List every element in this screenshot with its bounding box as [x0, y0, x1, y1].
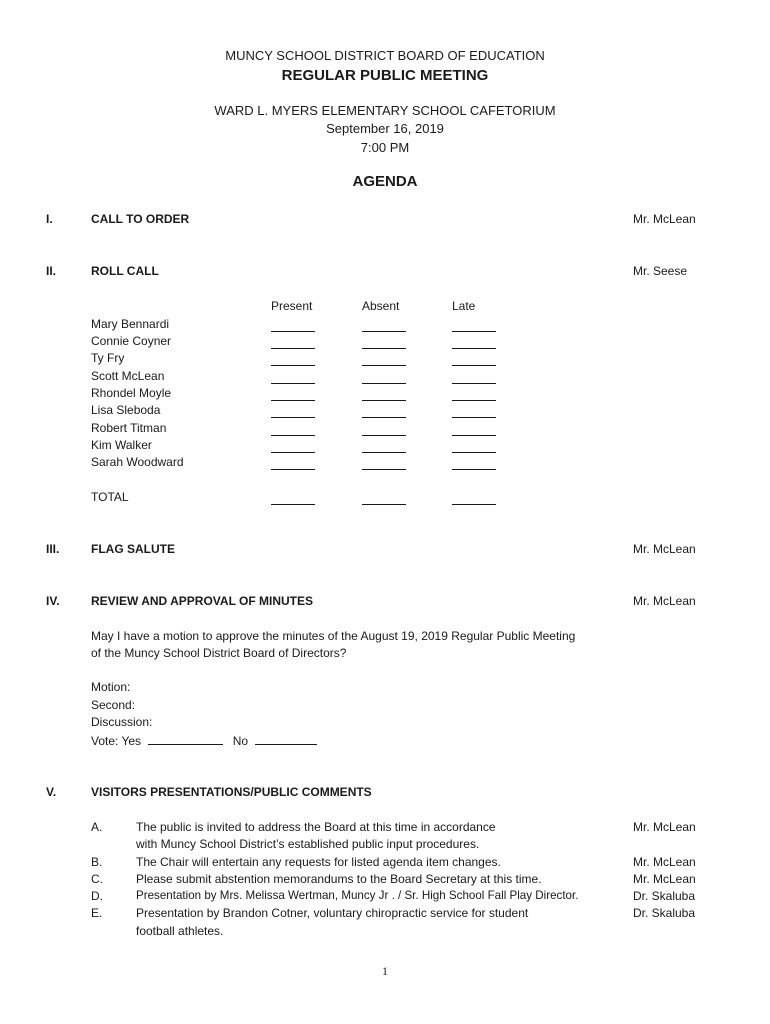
- list-item-presenter: Mr. McLean: [633, 855, 696, 869]
- list-item-text: Presentation by Mrs. Melissa Wertman, Muncy Jr . / Sr. High School Fall Play Director.: [136, 889, 579, 902]
- present-blank: [271, 458, 315, 470]
- roll-member: Ty Fry: [91, 351, 125, 365]
- section-number: I.: [46, 212, 53, 226]
- late-total-blank: [452, 493, 496, 505]
- roll-member: Rhondel Moyle: [91, 386, 172, 400]
- section-number: III.: [46, 542, 60, 556]
- section-presenter: Mr. Seese: [633, 264, 688, 278]
- vote-no-blank: [255, 733, 317, 745]
- section-title: FLAG SALUTE: [91, 542, 175, 556]
- late-blank: [452, 424, 496, 436]
- list-item-presenter: Dr. Skaluba: [633, 889, 696, 903]
- list-item-letter: E.: [91, 906, 103, 920]
- present-blank: [271, 372, 315, 384]
- section-presenter: Mr. McLean: [633, 594, 696, 608]
- roll-member: Kim Walker: [91, 438, 152, 452]
- absent-total-blank: [362, 493, 406, 505]
- list-item-letter: B.: [91, 855, 103, 869]
- section-title: CALL TO ORDER: [91, 212, 190, 226]
- roll-member: Connie Coyner: [91, 334, 172, 348]
- late-blank: [452, 389, 496, 401]
- discussion-label: Discussion:: [91, 715, 153, 729]
- late-blank: [452, 406, 496, 418]
- roll-member: Sarah Woodward: [91, 455, 184, 469]
- present-blank: [271, 320, 315, 332]
- section-presenter: Mr. McLean: [633, 212, 696, 226]
- meeting-date: September 16, 2019: [326, 121, 444, 136]
- list-item-presenter: Mr. McLean: [633, 820, 696, 834]
- list-item-text: The Chair will entertain any requests for listed agenda item changes.: [136, 855, 501, 869]
- vote-yes-label: Vote: Yes: [91, 734, 142, 748]
- section-number: II.: [46, 264, 57, 278]
- absent-blank: [362, 354, 406, 366]
- absent-blank: [362, 441, 406, 453]
- section-title: ROLL CALL: [91, 264, 159, 278]
- roll-member: Scott McLean: [91, 369, 165, 383]
- present-blank: [271, 337, 315, 349]
- list-item-presenter: Dr. Skaluba: [633, 906, 696, 920]
- present-total-blank: [271, 493, 315, 505]
- meeting-time: 7:00 PM: [360, 140, 410, 155]
- late-blank: [452, 354, 496, 366]
- list-item-text: The public is invited to address the Board at this time in accordance: [136, 820, 496, 834]
- vote-yes-blank: [148, 733, 223, 745]
- absent-blank: [362, 337, 406, 349]
- present-blank: [271, 389, 315, 401]
- section-title: VISITORS PRESENTATIONS/PUBLIC COMMENTS: [91, 785, 372, 799]
- vote-no-label: No: [232, 734, 249, 748]
- motion-label: Motion:: [91, 680, 131, 694]
- roll-col-absent: Absent: [362, 299, 400, 313]
- late-blank: [452, 337, 496, 349]
- present-blank: [271, 354, 315, 366]
- section-number: IV.: [46, 594, 60, 608]
- list-item-presenter: Mr. McLean: [633, 872, 696, 886]
- absent-blank: [362, 372, 406, 384]
- absent-blank: [362, 320, 406, 332]
- late-blank: [452, 458, 496, 470]
- list-item-letter: D.: [91, 889, 103, 903]
- roll-member: Robert Titman: [91, 421, 167, 435]
- list-item-letter: C.: [91, 872, 103, 886]
- agenda-title: AGENDA: [352, 173, 418, 190]
- meeting-location: WARD L. MYERS ELEMENTARY SCHOOL CAFETORIUM: [214, 103, 556, 118]
- absent-blank: [362, 424, 406, 436]
- list-item-text: with Muncy School District’s established public input procedures.: [136, 837, 480, 851]
- section-number: V.: [46, 785, 57, 799]
- absent-blank: [362, 458, 406, 470]
- list-item-letter: A.: [91, 820, 103, 834]
- minutes-motion-text: May I have a motion to approve the minutes of the August 19, 2019 Regular Public Meeting: [91, 629, 576, 643]
- roll-member: Lisa Sleboda: [91, 403, 161, 417]
- district-name: MUNCY SCHOOL DISTRICT BOARD OF EDUCATION: [225, 48, 545, 63]
- roll-col-late: Late: [452, 299, 476, 313]
- list-item-text: Please submit abstention memorandums to the Board Secretary at this time.: [136, 872, 542, 886]
- list-item-text: Presentation by Brandon Cotner, voluntary chiropractic service for student: [136, 906, 529, 920]
- section-presenter: Mr. McLean: [633, 542, 696, 556]
- section-title: REVIEW AND APPROVAL OF MINUTES: [91, 594, 314, 608]
- absent-blank: [362, 406, 406, 418]
- page-number: 1: [382, 964, 388, 978]
- absent-blank: [362, 389, 406, 401]
- late-blank: [452, 441, 496, 453]
- roll-total-label: TOTAL: [91, 490, 129, 504]
- list-item-text: football athletes.: [136, 924, 224, 938]
- second-label: Second:: [91, 698, 136, 712]
- meeting-type: REGULAR PUBLIC MEETING: [281, 67, 489, 84]
- present-blank: [271, 406, 315, 418]
- present-blank: [271, 424, 315, 436]
- late-blank: [452, 320, 496, 332]
- minutes-motion-text: of the Muncy School District Board of Directors?: [91, 646, 347, 660]
- late-blank: [452, 372, 496, 384]
- roll-member: Mary Bennardi: [91, 317, 170, 331]
- vote-line: [91, 733, 317, 748]
- present-blank: [271, 441, 315, 453]
- roll-col-present: Present: [271, 299, 313, 313]
